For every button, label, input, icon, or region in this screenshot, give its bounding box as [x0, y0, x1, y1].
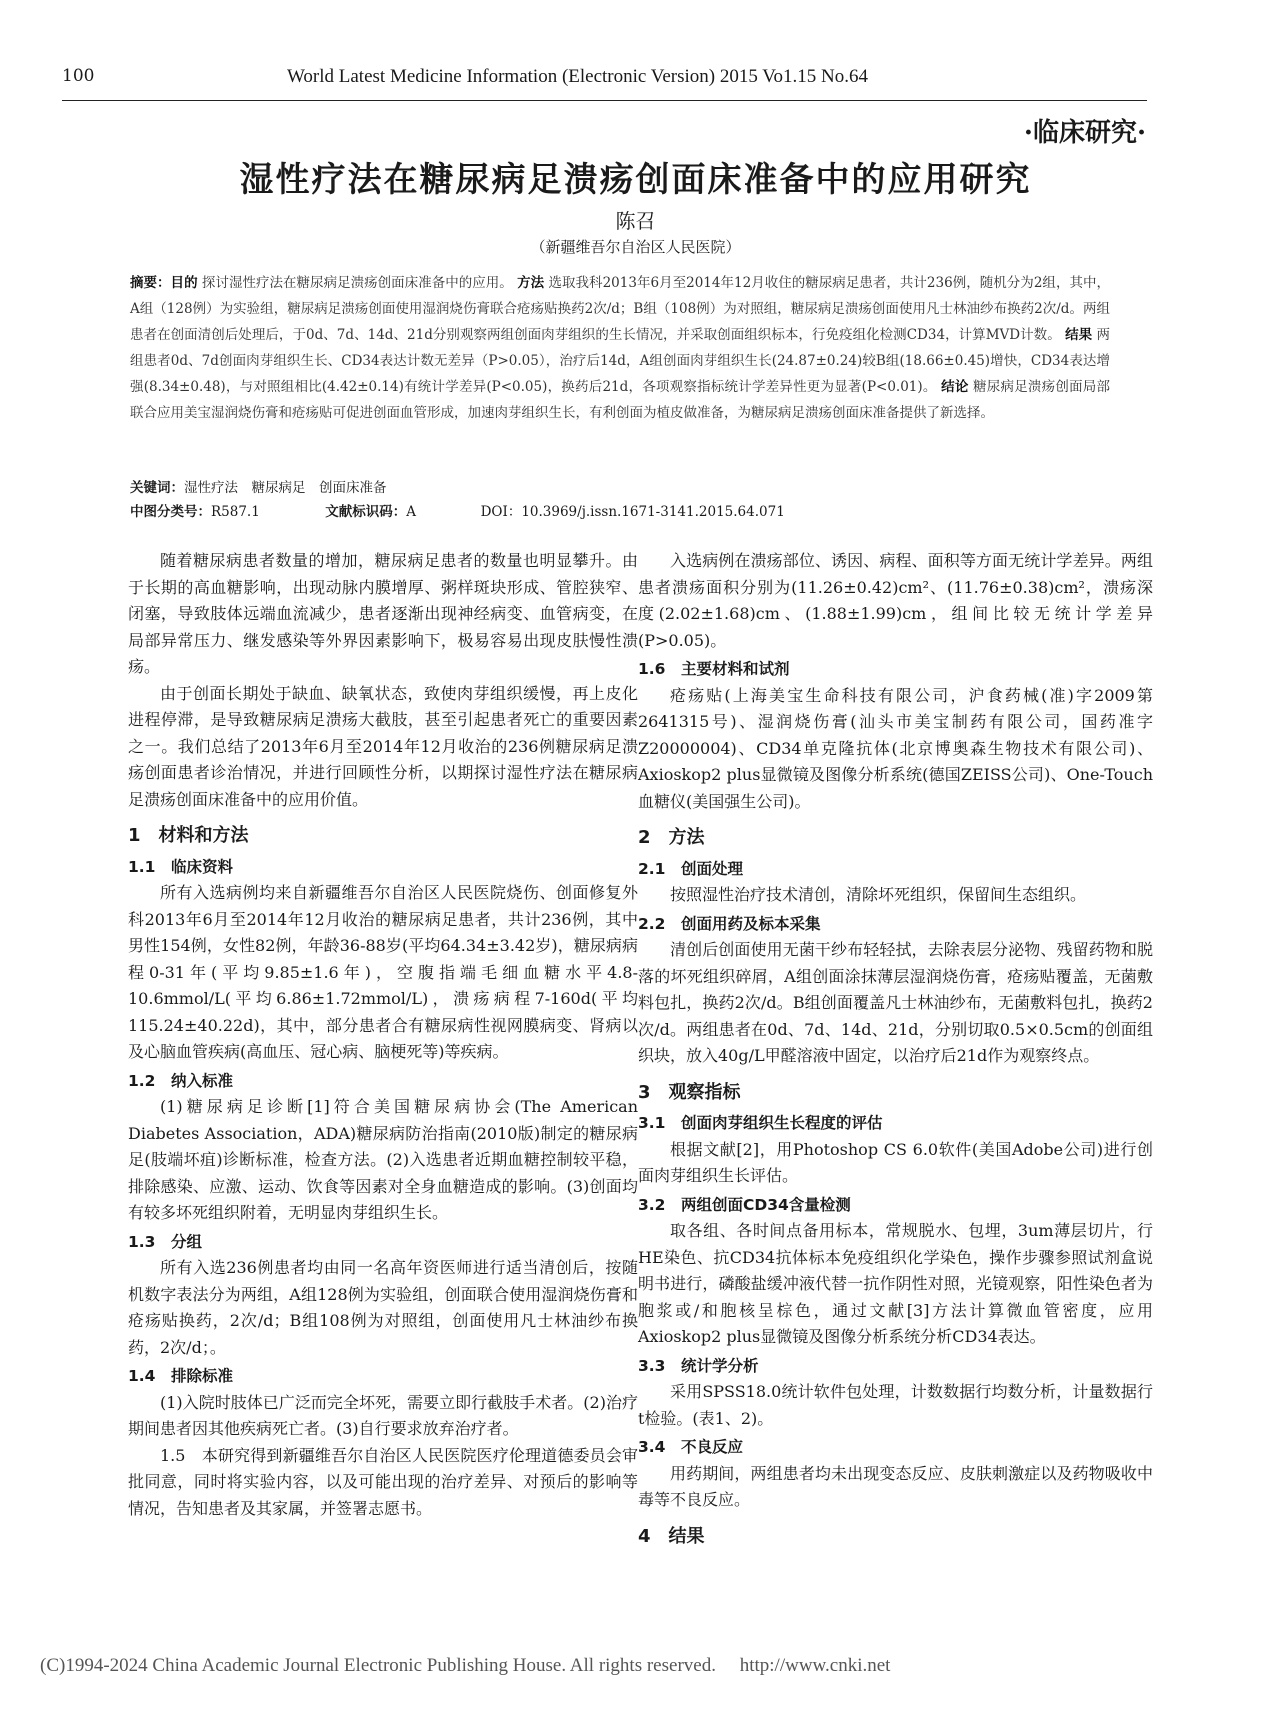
body-paragraph: (1)糖尿病足诊断[1]符合美国糖尿病协会(The American Diabetes Association，ADA)糖尿病防治指南(2010版)制定的糖尿病足(肢端坏疽)诊断标准，检查方法。(2)入选患者近期血糖控制较平稳，排除感染、应激、运动、饮食等因素对全身血糖造成的影响。(3)创面均有较多坏死组织附着，无明显肉芽组织生长。 [128, 1097, 638, 1222]
subsection-heading: 2.1 创面处理 [638, 859, 743, 878]
abstract-objective: 探讨湿性疗法在糖尿病足溃疡创面床准备中的应用。 [197, 275, 513, 291]
subsection-heading: 1.1 临床资料 [128, 857, 233, 876]
result-label: 结果 [1065, 327, 1093, 343]
body-paragraph: (1)入院时肢体已广泛而完全坏死，需要立即行截肢手术者。(2)治疗期间患者因其他疾病死亡者。(3)自行要求放弃治疗者。 [128, 1392, 638, 1438]
abstract-conclusion: 糖尿病足溃疡创面局部联合应用美宝湿润烧伤膏和疮疡贴可促进创面血管形成，加速肉芽组织生长，有利创面为植皮做准备，为糖尿病足溃疡创面床准备提供了新选择。 [130, 379, 1111, 421]
header-rule [62, 100, 1147, 101]
subsection-heading: 3.1 创面肉芽组织生长程度的评估 [638, 1114, 883, 1132]
keywords [130, 476, 1110, 496]
abstract-label: 摘要：目的 [130, 275, 198, 291]
body-paragraph: 采用SPSS18.0统计软件包处理，计数数据行均数分析，计量数据行t检验。(表1、2)。 [638, 1382, 1153, 1428]
section-heading: 1 材料和方法 [128, 825, 249, 846]
body-paragraph: 清创后创面使用无菌干纱布轻轻拭，去除表层分泌物、残留药物和脱落的坏死组织碎屑，A组创面涂抹薄层湿润烧伤膏，疮疡贴覆盖，无菌敷料包扎，换药2次/d。B组创面覆盖凡士林油纱布，无菌敷料包扎，换药2次/d。两组患者在0d、7d、14d、21d，分别切取0.5×0.5cm的创面组织块，放入40g/L甲醛溶液中固定，以治疗后21d作为观察终点。 [638, 940, 1153, 1065]
doc-code-value: A [406, 504, 417, 520]
subsection-heading: 1.4 排除标准 [128, 1367, 233, 1385]
body-paragraph: 用药期间，两组患者均未出现变态反应、皮肤刺激症以及药物吸收中毒等不良反应。 [638, 1463, 1153, 1509]
section-heading: 3 观察指标 [638, 1081, 741, 1103]
copyright-footer: (C)1994-2024 China Academic Journal Electronic Publishing House. All rights reserved. http://www.cnki.net [40, 1655, 891, 1676]
doi: DOI：10.3969/j.issn.1671-3141.2015.64.071 [480, 504, 785, 520]
author: 陈召 [615, 209, 656, 233]
body-paragraph: 所有入选病例均来自新疆维吾尔自治区人民医院烧伤、创面修复外科2013年6月至2014年12月收治的糖尿病足患者，共计236例，其中男性154例，女性82例，年龄36-88岁(平均64.34±3.42岁)，糖尿病病程0-31年(平均9.85±1.6年)，空腹指端毛细血糖水平4.8-10.6mmol/L(平均6.86±1.72mmol/L)，溃疡病程7-160d(平均115.24±40.22d)，其中，部分患者合有糖尿病性视网膜病变、肾病以及心脑血管疾病(高血压、冠心病、脑梗死等)等疾病。 [128, 883, 638, 1061]
subsection-heading: 1.6 主要材料和试剂 [638, 660, 790, 678]
subsection-heading: 1.3 分组 [128, 1232, 202, 1251]
section-tag: ·临床研究· [1023, 118, 1146, 148]
classification [130, 500, 1110, 520]
keywords-text: 湿性疗法 糖尿病足 创面床准备 [184, 480, 387, 496]
clc-label: 中图分类号： [130, 504, 211, 520]
intro-paragraph: 由于创面长期处于缺血、缺氧状态，致使肉芽组织缓慢，再上皮化进程停滞，是导致糖尿病足溃疡大截肢，甚至引起患者死亡的重要因素之一。我们总结了2013年6月至2014年12月收治的236例糖尿病足溃疡创面患者诊治情况，并进行回顾性分析，以期探讨湿性疗法在糖尿病足溃疡创面床准备中的应用价值。 [128, 683, 638, 809]
subsection-heading: 1.2 纳入标准 [128, 1071, 233, 1090]
body-paragraph: 取各组、各时间点备用标本，常规脱水、包埋，3um薄层切片，行HE染色、抗CD34抗体标本免疫组织化学染色，操作步骤参照试剂盒说明书进行，磷酸盐缓冲液代替一抗作阴性对照，光镜观察，阳性染色者为胞浆或/和胞核呈棕色，通过文献[3]方法计算微血管密度，应用Axioskop2 plus显微镜及图像分析系统分析CD34表达。 [638, 1221, 1153, 1346]
subsection-heading: 3.2 两组创面CD34含量检测 [638, 1195, 851, 1214]
body-paragraph: 根据文献[2]，用Photoshop CS 6.0软件(美国Adobe公司)进行创面肉芽组织生长评估。 [638, 1139, 1153, 1185]
section-heading: 4 结果 [638, 1525, 705, 1547]
right-column [638, 548, 1153, 1554]
intro-paragraph: 随着糖尿病患者数量的增加，糖尿病足患者的数量也明显攀升。由于长期的高血糖影响，出现动脉内膜增厚、粥样斑块形成、管腔狭窄、闭塞，导致肢体远端血流减少，患者逐渐出现神经病变、血管病变，在局部异常压力、继发感染等外界因素影响下，极易容易出现皮肤慢性溃疡。 [128, 551, 638, 676]
paper-title: 湿性疗法在糖尿病足溃疡创面床准备中的应用研究 [239, 160, 1032, 200]
keywords-label: 关键词： [130, 480, 184, 496]
conclusion-label: 结论 [941, 379, 969, 395]
journal-name: World Latest Medicine Information (Electronic Version) 2015 Vo1.15 No.64 [287, 66, 869, 87]
body-paragraph: 疮疡贴(上海美宝生命科技有限公司，沪食药械(准)字2009第2641315号)、湿润烧伤膏(汕头市美宝制药有限公司，国药准字Z20000004)、CD34单克隆抗体(北京博奥森生物技术有限公司)、Axioskop2 plus显微镜及图像分析系统(德国ZEISS公司)、One-Touch血糖仪(美国强生公司)。 [638, 685, 1153, 811]
subsection-heading: 3.4 不良反应 [638, 1438, 743, 1456]
abstract-result: 两组患者0d、7d创面肉芽组织生长、CD34表达计数无差异（P>0.05），治疗后14d，A组创面肉芽组织生长(24.87±0.24)较B组(18.66±0.45)增快，CD34表达增强(8.34±0.48)，与对照组相比(4.42±0.14)有统计学差异(P<0.05)，换药后21d，各项观察指标统计学差异性更为显著(P<0.01)。 [130, 327, 1111, 395]
body-paragraph: 入选病例在溃疡部位、诱因、病程、面积等方面无统计学差异。两组患者溃疡面积分别为(11.26±0.42)cm²、(11.76±0.38)cm²，溃疡深度(2.02±1.68)cm、(1.88±1.99)cm，组间比较无统计学差异(P>0.05)。 [638, 551, 1153, 650]
left-column [128, 548, 638, 1522]
body-paragraph: 1.5 本研究得到新疆维吾尔自治区人民医院医疗伦理道德委员会审批同意，同时将实验内容，以及可能出现的治疗差异、对预后的影响等情况，告知患者及其家属，并签署志愿书。 [128, 1445, 638, 1518]
method-label: 方法 [517, 275, 545, 291]
clc-value: R587.1 [211, 504, 260, 520]
subsection-heading: 2.2 创面用药及标本采集 [638, 914, 821, 933]
body-paragraph: 所有入选236例患者均由同一名高年资医师进行适当清创后，按随机数字表法分为两组，A组128例为实验组，创面联合使用湿润烧伤膏和疮疡贴换药，2次/d；B组108例为对照组，创面使用凡士林油纱布换药，2次/d；。 [128, 1258, 638, 1357]
section-heading: 2 方法 [638, 827, 705, 848]
abstract-method: 选取我科2013年6月至2014年12月收住的糖尿病足患者，共计236例，随机分为2组，其中，A组（128例）为实验组，糖尿病足溃疡创面使用湿润烧伤膏联合疮疡贴换药2次/d；B组（108例）为对照组，糖尿病足溃疡创面使用凡士林油纱布换药2次/d。两组患者在创面清创后处理后，于0d、7d、14d、21d分别观察两组创面肉芽组织的生长情况，并采取创面组织标本，行免疫组化检测CD34，计算MVD计数。 [130, 275, 1111, 343]
body-paragraph: 按照湿性治疗技术清创，清除坏死组织，保留间生态组织。 [670, 885, 1087, 904]
doc-code-label: 文献标识码： [325, 504, 407, 520]
subsection-heading: 3.3 统计学分析 [638, 1356, 759, 1375]
page-number: 100 [62, 66, 95, 86]
affiliation: （新疆维吾尔自治区人民医院） [530, 238, 741, 256]
abstract [130, 270, 1110, 426]
